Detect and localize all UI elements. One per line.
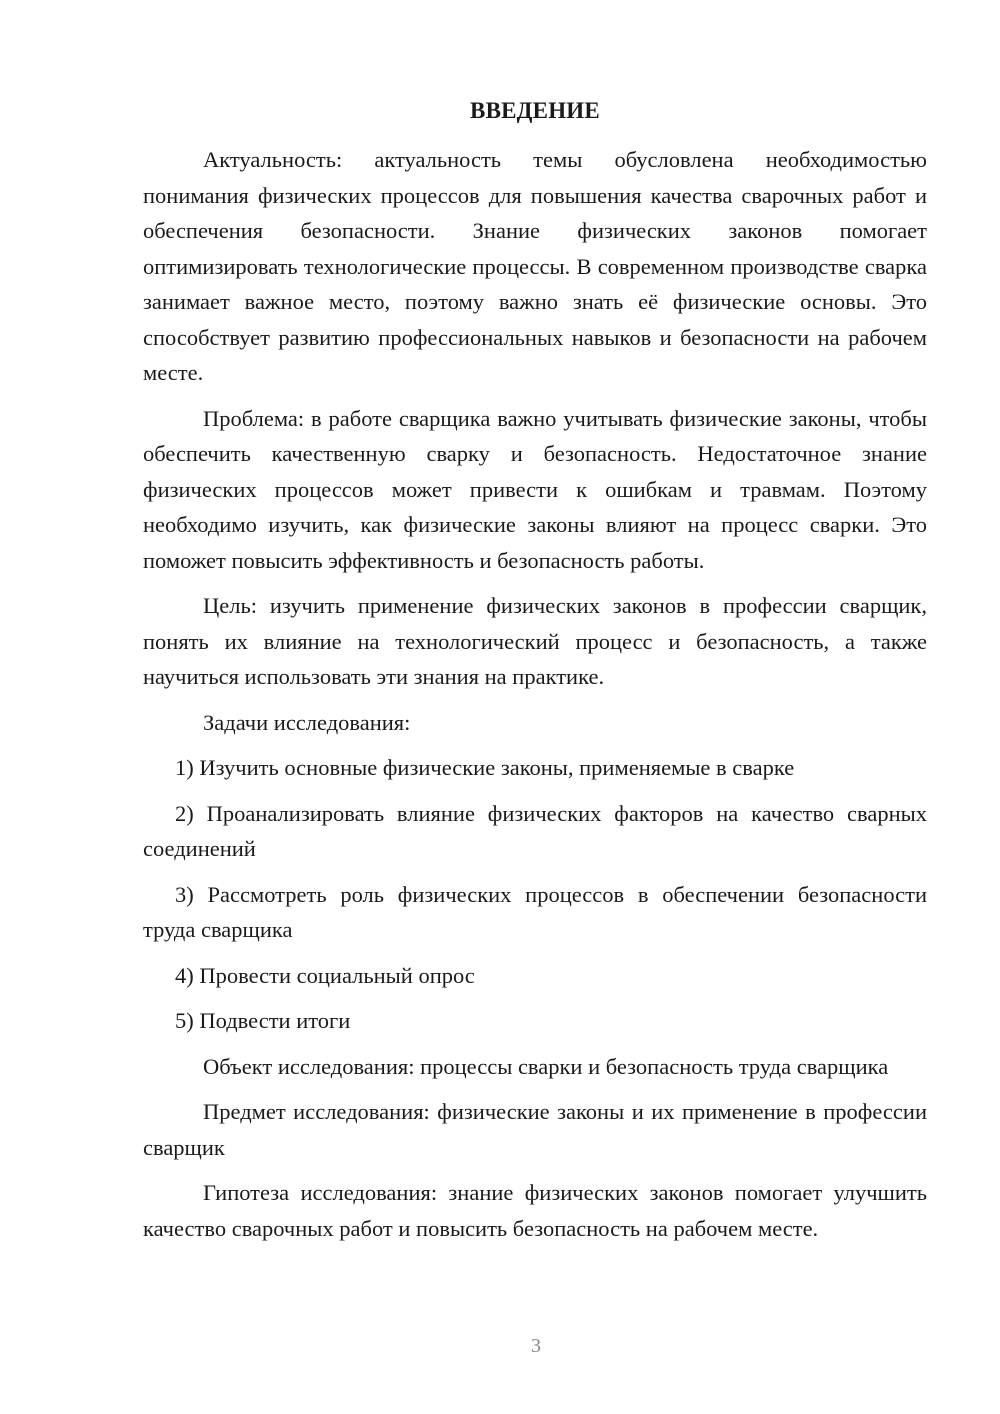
paragraph-hypothesis: Гипотеза исследования: знание физических законов помогает улучшить качество сварочных работ и повысить безопасность на рабочем месте. [143, 1180, 927, 1241]
task-item-3: 3) Рассмотреть роль физических процессов в обеспечении безопасности труда сварщика [143, 881, 927, 942]
task-item-2: 2) Проанализировать влияние физических факторов на качество сварных соединений [143, 800, 927, 861]
task-item-5: 5) Подвести итоги [175, 1008, 351, 1033]
paragraph-relevance: Актуальность: актуальность темы обусловлена необходимостью понимания физических процессов для повышения качества сварочных работ и обеспечения безопасности. Знание физических законов помогает оптимизировать технологические процессы. В современном производстве сварка занимает важное место, поэтому важно знать её физические основы. Это способствует развитию профессиональных навыков и безопасности на рабочем месте. [143, 147, 927, 385]
task-item-4: 4) Провести социальный опрос [175, 962, 475, 988]
page-number: 3 [531, 1335, 541, 1357]
paragraph-problem: Проблема: в работе сварщика важно учитывать физические законы, чтобы обеспечить качественную сварку и безопасность. Недостаточное знание физических процессов может привести к ошибкам и травмам. Поэтому необходимо изучить, как физические законы влияют на процесс сварки. Это поможет повысить эффективность и безопасность работы. [143, 405, 927, 573]
document-page [143, 96, 927, 1256]
paragraph-goal: Цель: изучить применение физических законов в профессии сварщик, понять их влияние на технологический процесс и безопасность, а также научиться использовать эти знания на практике. [143, 593, 927, 689]
paragraph-object: Объект исследования: процессы сварки и безопасность труда сварщика [203, 1053, 889, 1079]
task-item-1: 1) Изучить основные физические законы, применяемые в сварке [175, 755, 795, 780]
section-title: ВВЕДЕНИЕ [470, 98, 600, 123]
tasks-heading: Задачи исследования: [203, 709, 411, 735]
paragraph-subject: Предмет исследования: физические законы и их применение в профессии сварщик [143, 1099, 927, 1160]
